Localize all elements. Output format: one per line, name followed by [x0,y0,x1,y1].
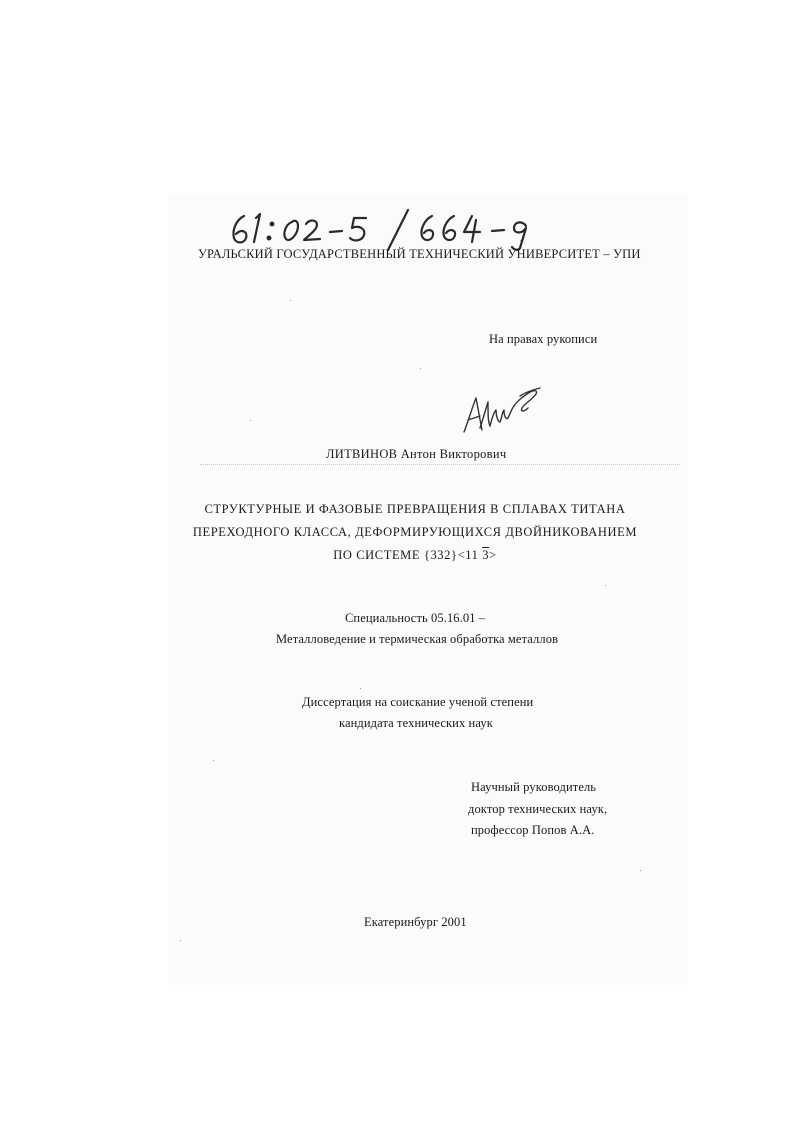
supervisor-degree: доктор технических наук, [468,802,608,816]
scan-speck [180,940,181,941]
title-line-3-prefix: ПО СИСТЕМЕ {332}<11 [333,548,483,562]
specialty-name: Металловедение и термическая обработка металлов [276,632,559,646]
specialty-code: Специальность 05.16.01 – [345,611,486,625]
scanned-sheet [168,195,688,985]
author-name: ЛИТВИНОВ Антон Викторович [326,447,507,461]
dissertation-degree-line-1: Диссертация на соискание ученой степени [302,695,534,709]
dissertation-title [190,498,640,567]
scan-speck [250,420,251,421]
divider-line [200,464,680,465]
title-line-3-suffix: > [489,548,497,562]
city-year: Екатеринбург 2001 [364,915,467,929]
dissertation-degree-line-2: кандидата технических наук [339,716,493,730]
author-signature [458,382,542,438]
scan-speck [360,688,361,689]
handwritten-archive-number [226,204,566,252]
title-line-1: СТРУКТУРНЫЕ И ФАЗОВЫЕ ПРЕВРАЩЕНИЯ В СПЛАВАХ ТИТАНА [204,502,626,516]
title-line-2: ПЕРЕХОДНОГО КЛАССА, ДЕФОРМИРУЮЩИХСЯ ДВОЙНИКОВАНИЕМ [192,525,638,539]
title-line-3 [190,544,640,567]
scan-speck [213,760,214,761]
supervisor-label: Научный руководитель [471,780,597,794]
title-line-3-overbar-index: 3 [482,548,490,562]
supervisor-name: профессор Попов А.А. [471,823,595,837]
rights-note: На правах рукописи [489,332,598,346]
scan-speck [605,585,606,586]
scan-speck [640,870,641,871]
scan-speck [420,368,421,369]
university-name: УРАЛЬСКИЙ ГОСУДАРСТВЕННЫЙ ТЕХНИЧЕСКИЙ УНИВЕРСИТЕТ – УПИ [198,247,641,261]
scan-speck [290,300,291,301]
